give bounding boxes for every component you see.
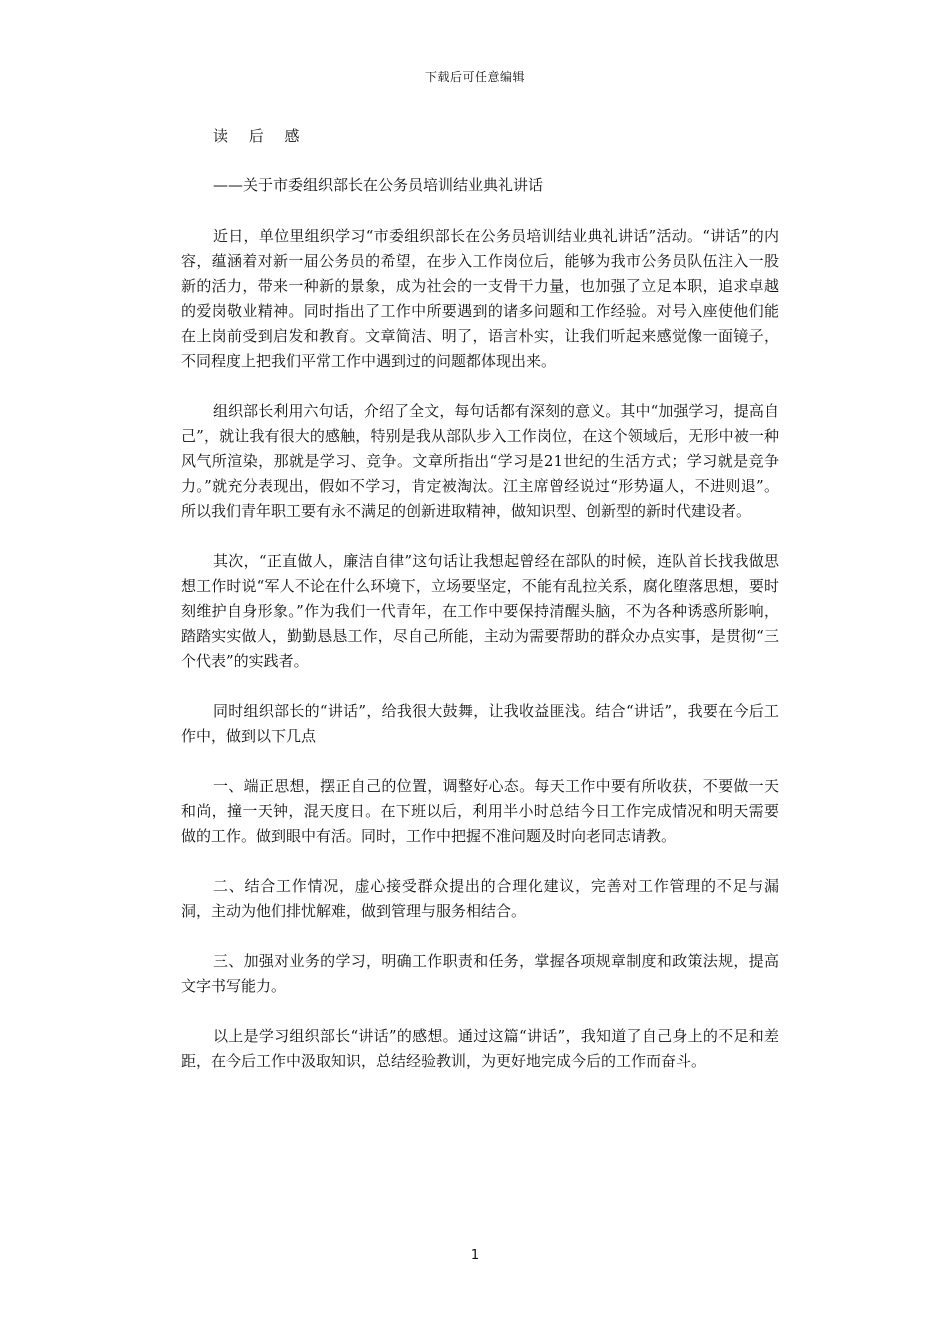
paragraph-point-three: 三、加强对业务的学习，明确工作职责和任务，掌握各项规章制度和政策法规，提高文字书写能力。 (181, 952, 779, 995)
paragraph-point-two: 二、结合工作情况，虚心接受群众提出的合理化建议，完善对工作管理的不足与漏洞，主动为他们排忧解难，做到管理与服务相结合。 (181, 877, 779, 920)
paragraph-integrity: 其次，“正直做人，廉洁自律”这句话让我想起曾经在部队的时候，连队首长找我做思想工作时说“军人不论在什么环境下，立场要坚定，不能有乱拉关系，腐化堕落思想，要时刻维护自身形象。”作为我们一代青年，在工作中要保持清醒头脑，不为各种诱惑所影响，踏踏实实做人，勤勤恳恳工作，尽自己所能，主动为需要帮助的群众办点实事，是贯彻“三个代表”的实践者。 (181, 552, 779, 670)
paragraph-conclusion: 以上是学习组织部长“讲话”的感想。通过这篇“讲话”，我知道了自己身上的不足和差距，在今后工作中汲取知识，总结经验教训，为更好地完成今后的工作而奋斗。 (181, 1027, 779, 1070)
document-body (181, 124, 779, 1074)
paragraph-resolution-intro: 同时组织部长的“讲话”，给我很大鼓舞，让我收益匪浅。结合“讲话”，我要在今后工作中，做到以下几点 (181, 702, 779, 745)
document-subtitle: ——关于市委组织部长在公务员培训结业典礼讲话 (213, 176, 544, 194)
paragraph-point-one: 一、端正思想，摆正自己的位置，调整好心态。每天工作中要有所收获，不要做一天和尚，撞一天钟，混天度日。在下班以后，利用半小时总结今日工作完成情况和明天需要做的工作。做到眼中有活。同时，工作中把握不准问题及时向老同志请教。 (181, 777, 779, 845)
header-note: 下载后可任意编辑 (424, 70, 525, 84)
document-title: 读 后 感 (213, 127, 308, 145)
paragraph-intro: 近日，单位里组织学习“市委组织部长在公务员培训结业典礼讲话”活动。“讲话”的内容，蕴涵着对新一届公务员的希望，在步入工作岗位后，能够为我市公务员队伍注入一股新的活力，带来一种新的景象，成为社会的一支骨干力量，也加强了立足本职，追求卓越的爱岗敬业精神。同时指出了工作中所要遇到的诸多问题和工作经验。对号入座使他们能在上岗前受到启发和教育。文章简洁、明了，语言朴实，让我们听起来感觉像一面镜子，不同程度上把我们平常工作中遇到过的问题都体现出来。 (181, 227, 779, 370)
paragraph-learning: 组织部长利用六句话，介绍了全文，每句话都有深刻的意义。其中“加强学习，提高自己”，就让我有很大的感触，特别是我从部队步入工作岗位，在这个领域后，无形中被一种风气所渲染，那就是学习、竞争。文章所指出“学习是21世纪的生活方式；学习就是竞争力。”就充分表现出，假如不学习，肯定被淘汰。江主席曾经说过“形势逼人，不进则退”。所以我们青年职工要有永不满足的创新进取精神，做知识型、创新型的新时代建设者。 (181, 402, 779, 520)
page-number: 1 (470, 1248, 480, 1263)
